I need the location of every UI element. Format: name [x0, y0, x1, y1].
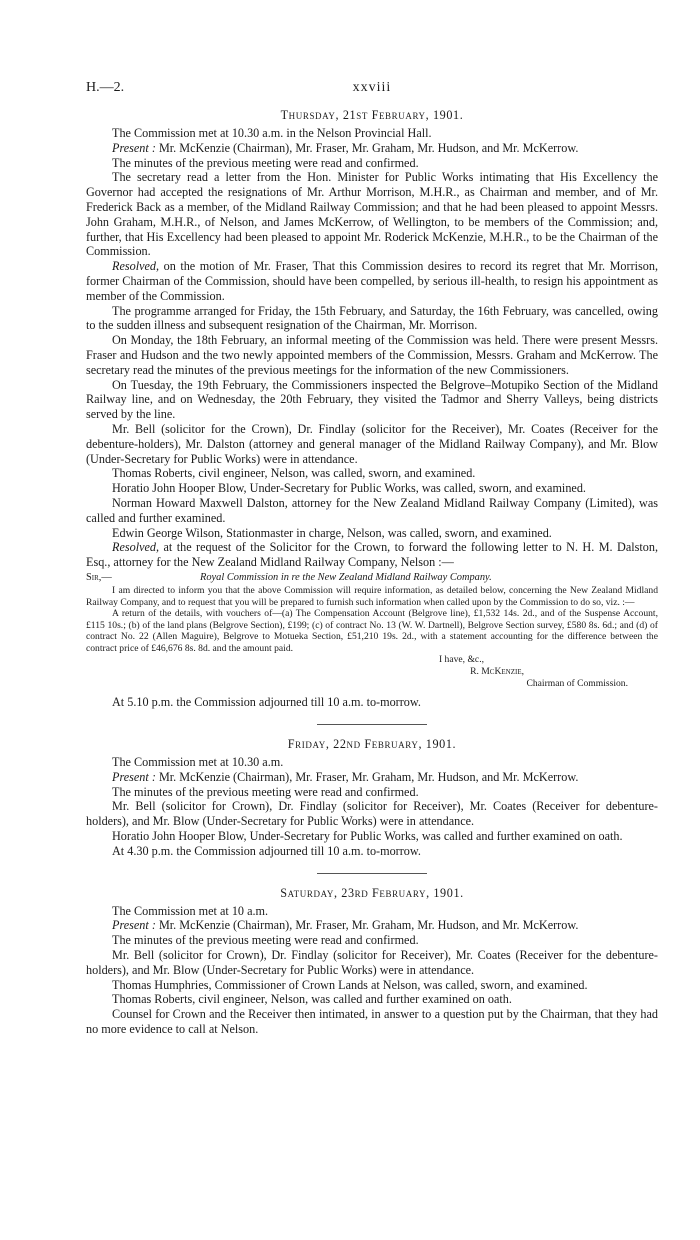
present-label: Present : — [112, 769, 156, 784]
date-heading-friday: Friday, 22nd February, 1901. — [287, 737, 457, 752]
present-list: Mr. McKenzie (Chairman), Mr. Fraser, Mr. Graham, Mr. Hudson, and Mr. McKerrow. — [158, 140, 579, 155]
letter-closing: I have, &c., — [438, 654, 484, 666]
minute-paragraph: Thomas Roberts, civil engineer, Nelson, was called, sworn, and examined. — [112, 466, 476, 481]
present-list: Mr. McKenzie (Chairman), Mr. Fraser, Mr. Graham, Mr. Hudson, and Mr. McKerrow. — [158, 918, 579, 933]
minute-paragraph: Edwin George Wilson, Stationmaster in charge, Nelson, was called, sworn, and examined. — [112, 525, 552, 540]
resolution-paragraph — [86, 259, 658, 303]
adjournment-paragraph: At 4.30 p.m. the Commission adjourned till 10 a.m. to-morrow. — [112, 843, 421, 858]
minute-paragraph: Horatio John Hooper Blow, Under-Secretary for Public Works, was called and further examined on oath. — [112, 829, 623, 844]
minute-paragraph: Mr. Bell (solicitor for Crown), Dr. Findlay (solicitor for Receiver), Mr. Coates (Receiver for the debenture-holders), and Mr. Blow (Under-Secretary for Public Works) were in attendance. — [86, 948, 658, 977]
page-number: xxviii — [352, 80, 392, 95]
minute-paragraph: The minutes of the previous meeting were read and confirmed. — [112, 784, 419, 799]
letter-subject: Royal Commission in re the New Zealand Midland Railway Company. — [200, 571, 492, 583]
minute-paragraph: Thomas Humphries, Commissioner of Crown Lands at Nelson, was called, sworn, and examined. — [112, 977, 588, 992]
section-divider — [317, 873, 427, 874]
present-list: Mr. McKenzie (Chairman), Mr. Fraser, Mr. Graham, Mr. Hudson, and Mr. McKerrow. — [158, 769, 579, 784]
document-page — [86, 80, 658, 1037]
minute-paragraph: Norman Howard Maxwell Dalston, attorney for the New Zealand Midland Railway Company (Limited), was called and further examined. — [86, 495, 658, 525]
adjournment-paragraph: At 5.10 p.m. the Commission adjourned till 10 a.m. to-morrow. — [112, 695, 421, 710]
resolution-text: at the request of the Solicitor for the Crown, to forward the following letter to N. H. M. Dalston, Esq., attorney for the New Zealand Midland Railway Company, Nelson :— — [86, 540, 659, 570]
minute-paragraph: Counsel for Crown and the Receiver then intimated, in answer to a question put by the Chairman, that they had no more evidence to call at Nelson. — [86, 1007, 658, 1036]
section-divider — [317, 724, 427, 725]
present-paragraph — [86, 770, 658, 785]
minute-paragraph: The Commission met at 10.30 a.m. — [112, 755, 284, 770]
minute-paragraph: The minutes of the previous meeting were read and confirmed. — [112, 933, 419, 948]
parliamentary-reference: H.—2. — [86, 80, 125, 95]
present-paragraph — [86, 141, 658, 156]
minute-paragraph: On Tuesday, the 19th February, the Commissioners inspected the Belgrove–Motupiko Section of the Midland Railway line, and on Wednesday, the 20th February, they visited the Tadmor and Sherry Valleys, being districts served by the line. — [86, 377, 658, 422]
letter-signatory-title: Chairman of Commission. — [526, 677, 628, 689]
minute-paragraph: The Commission met at 10.30 a.m. in the Nelson Provincial Hall. — [112, 126, 432, 140]
resolution-paragraph — [86, 540, 658, 570]
letter-paragraph: A return of the details, with vouchers of—(a) The Compensation Account (Belgrove line), £1,532 14s. 2d., and of the Suspense Account, £115 10s.; (b) of the land plans (Belgrove Section), £199; (c) of contract No. 13 (W. W. Dartnell), Belgrove Section survey, £580 8s. 6d.; and (d) of contract No. 22 (Allen Maguire), Belgrove to Motueka Section, £51,210 19s. 2d., with a statement accounting for the difference between the contract price of £46,676 8s. 8d. and the amount paid. — [86, 608, 658, 654]
minute-paragraph: The minutes of the previous meeting were read and confirmed. — [112, 155, 419, 170]
minute-paragraph: Mr. Bell (solicitor for the Crown), Dr. Findlay (solicitor for the Receiver), Mr. Coates (Receiver for the debenture-holders), Mr. Dalston (attorney and general manager of the Midland Railway Company), and Mr. Blow (Under-Secretary for Public Works) were in attendance. — [86, 421, 658, 466]
minute-paragraph: The Commission met at 10 a.m. — [112, 903, 269, 918]
minute-paragraph: Thomas Roberts, civil engineer, Nelson, was called and further examined on oath. — [112, 992, 512, 1007]
page-header — [86, 80, 658, 102]
minute-paragraph: Horatio John Hooper Blow, Under-Secretary for Public Works, was called, sworn, and examined. — [112, 481, 586, 496]
date-heading-saturday: Saturday, 23rd February, 1901. — [280, 885, 464, 900]
present-label: Present : — [112, 140, 156, 155]
present-label: Present : — [112, 918, 156, 933]
letter-heading — [86, 572, 658, 585]
resolution-text: on the motion of Mr. Fraser, That this Commission desires to record its regret that Mr. Morrison, former Chairman of the Commission, should have been compelled, by serious ill-health, to resign his appointment as member of the Commission. — [86, 259, 658, 303]
minute-paragraph: The programme arranged for Friday, the 15th February, and Saturday, the 16th February, was cancelled, owing to the sudden illness and subsequent resignation of the Chairman, Mr. Morrison. — [86, 303, 658, 333]
resolved-label: Resolved, — [112, 540, 160, 555]
minute-paragraph: The secretary read a letter from the Hon. Minister for Public Works intimating that His Excellency the Governor had accepted the resignations of Mr. Arthur Morrison, M.H.R., as Chairman and member, and of Mr. Frederick Back as a member, of the Midland Railway Commission; and that he had been pleased to appoint Messrs. John Graham, M.H.R., of Nelson, and James McKerrow, of Wellington, to be members of the Commission; and, further, that His Excellency had been pleased to appoint Mr. Roderick McKenzie, M.H.R., to be the Chairman of the Commission. — [86, 170, 658, 259]
minute-paragraph: On Monday, the 18th February, an informal meeting of the Commission was held. There were present Messrs. Fraser and Hudson and the two newly appointed members of the Commission, Messrs. Graham and McKerrow. The secretary read the minutes of the previous meetings for the information of the new Commissioners. — [86, 333, 658, 377]
date-heading-thursday: Thursday, 21st February, 1901. — [280, 108, 464, 122]
letter-signature: R. McKenzie, — [470, 666, 524, 678]
letter-block — [86, 572, 658, 689]
letter-signature-block — [86, 654, 658, 689]
minute-paragraph: Mr. Bell (solicitor for Crown), Dr. Findlay (solicitor for Receiver), Mr. Coates (Receiver for debenture-holders), and Mr. Blow (Under-Secretary for Public Works) were in attendance. — [86, 799, 658, 829]
letter-salutation: Sir,— — [86, 571, 112, 583]
letter-paragraph: I am directed to inform you that the above Commission will require information, as detailed below, concerning the New Zealand Midland Railway Company, and to request that you will be prepared to furnish such information when called upon by the Commission to do so, viz. :— — [86, 584, 658, 608]
resolved-label: Resolved, — [112, 259, 160, 274]
present-paragraph — [86, 918, 658, 933]
